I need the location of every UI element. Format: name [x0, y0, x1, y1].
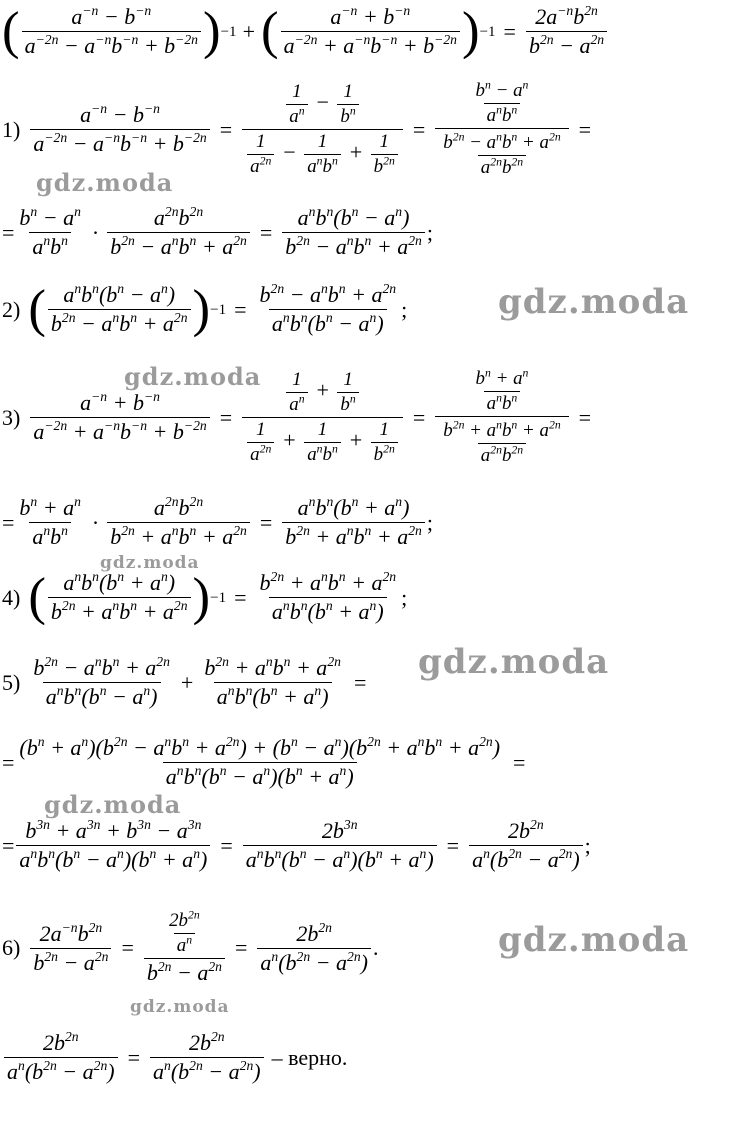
watermark: gdz.moda	[418, 642, 610, 682]
watermark: gdz.moda	[498, 920, 690, 960]
watermark: gdz.moda	[100, 553, 200, 573]
header-equation: ( $\frac{a^{-n} - b^{-n}}{a^{-2n} - a^{-n}b^{-n} + b^{-2n}}$ ) −1 + ( $\frac{a^{-n} + b^{-n}}{a^{-2n} + a^{-n}b^{-n} + b^{-2n}}$ ) −1 = $\frac{2a^{-n}b^{2n}}{b^{2n} - a^{2n}}$	[2, 4, 748, 59]
step-1-line-1: 1) $\frac{a^{-n} - b^{-n}}{a^{-2n} - a^{-n}b^{-n} + b^{-2n}}$ = $\frac{1}{a^n}$ − $\frac{1}{b^n}$ $\frac{1}{a^{2n}}$ − $\frac{1}{a^nb^n}$ + $\frac{1}{b^{2n}}$ = $\frac{\frac{b^n - a^n}{a^nb^n}}{\frac{b^{2n} - a^nb^n + a^{2n}}{a^{2n}b^{2n}}}$ =	[2, 78, 592, 178]
step-3-line-2: = $\frac{b^n + a^n}{a^nb^n}$ · $\frac{a^{2n}b^{2n}}{b^{2n} + a^nb^n + a^{2n}}$ = $\frac{a^nb^n(b^n + a^n)}{b^{2n} + a^nb^n + a^{2n}}$ ;	[2, 494, 433, 549]
conclusion-word: – верно.	[271, 1044, 348, 1070]
header-fraction-1: $\frac{a^{-n} - b^{-n}}{a^{-2n} - a^{-n}b^{-n} + b^{-2n}}$	[22, 4, 201, 59]
step-5-line-2: = $\frac{(b^n + a^n)(b^{2n} - a^nb^n + a^{2n}) + (b^n - a^n)(b^{2n} + a^nb^n + a^{2n})}{a^nb^n(b^n - a^n)(b^n + a^n)}$ =	[2, 734, 526, 789]
step-5-label: 5)	[2, 669, 21, 695]
step-5-line-3: = $\frac{b^{3n} + a^{3n} + b^{3n} - a^{3n}}{a^nb^n(b^n - a^n)(b^n + a^n)}$ = $\frac{2b^{3n}}{a^nb^n(b^n - a^n)(b^n + a^n)}$ = $\frac{2b^{2n}}{a^n(b^{2n} - a^{2n})}$ ;	[2, 817, 591, 872]
step-2: 2) ( $\frac{a^nb^n(b^n - a^n)}{b^{2n} - a^nb^n + a^{2n}}$ ) −1 = $\frac{b^{2n} - a^nb^n + a^{2n}}{a^nb^n(b^n - a^n)}$ ;	[2, 280, 408, 339]
conclusion: $\frac{2b^{2n}}{a^n(b^{2n} - a^{2n})}$ = $\frac{2b^{2n}}{a^n(b^{2n} - a^{2n})}$ – верно.	[2, 1030, 748, 1085]
watermark: gdz.moda	[498, 282, 690, 322]
step-6-label: 6)	[2, 935, 21, 960]
step-3-line-1: 3) $\frac{a^{-n} + b^{-n}}{a^{-2n} + a^{-n}b^{-n} + b^{-2n}}$ = $\frac{1}{a^n}$ + $\frac{1}{b^n}$ $\frac{1}{a^{2n}}$ + $\frac{1}{a^nb^n}$ + $\frac{1}{b^{2n}}$ = $\frac{\frac{b^n + a^n}{a^nb^n}}{\frac{b^{2n} + a^nb^n + a^{2n}}{a^{2n}b^{2n}}}$ =	[2, 366, 592, 466]
watermark: gdz.moda	[36, 168, 174, 197]
step-3-label: 3)	[2, 404, 21, 430]
watermark: gdz.moda	[124, 362, 262, 391]
watermark: gdz.moda	[130, 997, 230, 1017]
step-6: 6) $\frac{2a^{-n}b^{2n}}{b^{2n} - a^{2n}}$ = $\frac{\frac{2b^{2n}}{a^n}}{b^{2n} - a^{2n}}$ = $\frac{2b^{2n}}{a^n(b^{2n} - a^{2n})}$ .	[2, 908, 379, 985]
step-1-line-2: = $\frac{b^n - a^n}{a^nb^n}$ · $\frac{a^{2n}b^{2n}}{b^{2n} - a^nb^n + a^{2n}}$ = $\frac{a^nb^n(b^n - a^n)}{b^{2n} - a^nb^n + a^{2n}}$ ;	[2, 204, 433, 259]
step-5-line-1: 5) $\frac{b^{2n} - a^nb^n + a^{2n}}{a^nb^n(b^n - a^n)}$ + $\frac{b^{2n} + a^nb^n + a^{2n}}{a^nb^n(b^n + a^n)}$ =	[2, 654, 367, 709]
step-2-label: 2)	[2, 296, 21, 322]
header-rhs-fraction: $\frac{2a^{-n}b^{2n}}{b^{2n} - a^{2n}}$	[526, 4, 607, 59]
header-fraction-2: $\frac{a^{-n} + b^{-n}}{a^{-2n} + a^{-n}b^{-n} + b^{-2n}}$	[281, 4, 460, 59]
step-1-label: 1)	[2, 116, 21, 142]
step-4: 4) ( $\frac{a^nb^n(b^n + a^n)}{b^{2n} + a^nb^n + a^{2n}}$ ) −1 = $\frac{b^{2n} + a^nb^n + a^{2n}}{a^nb^n(b^n + a^n)}$ ;	[2, 568, 408, 627]
step-4-label: 4)	[2, 584, 21, 610]
watermark: gdz.moda	[44, 790, 182, 819]
